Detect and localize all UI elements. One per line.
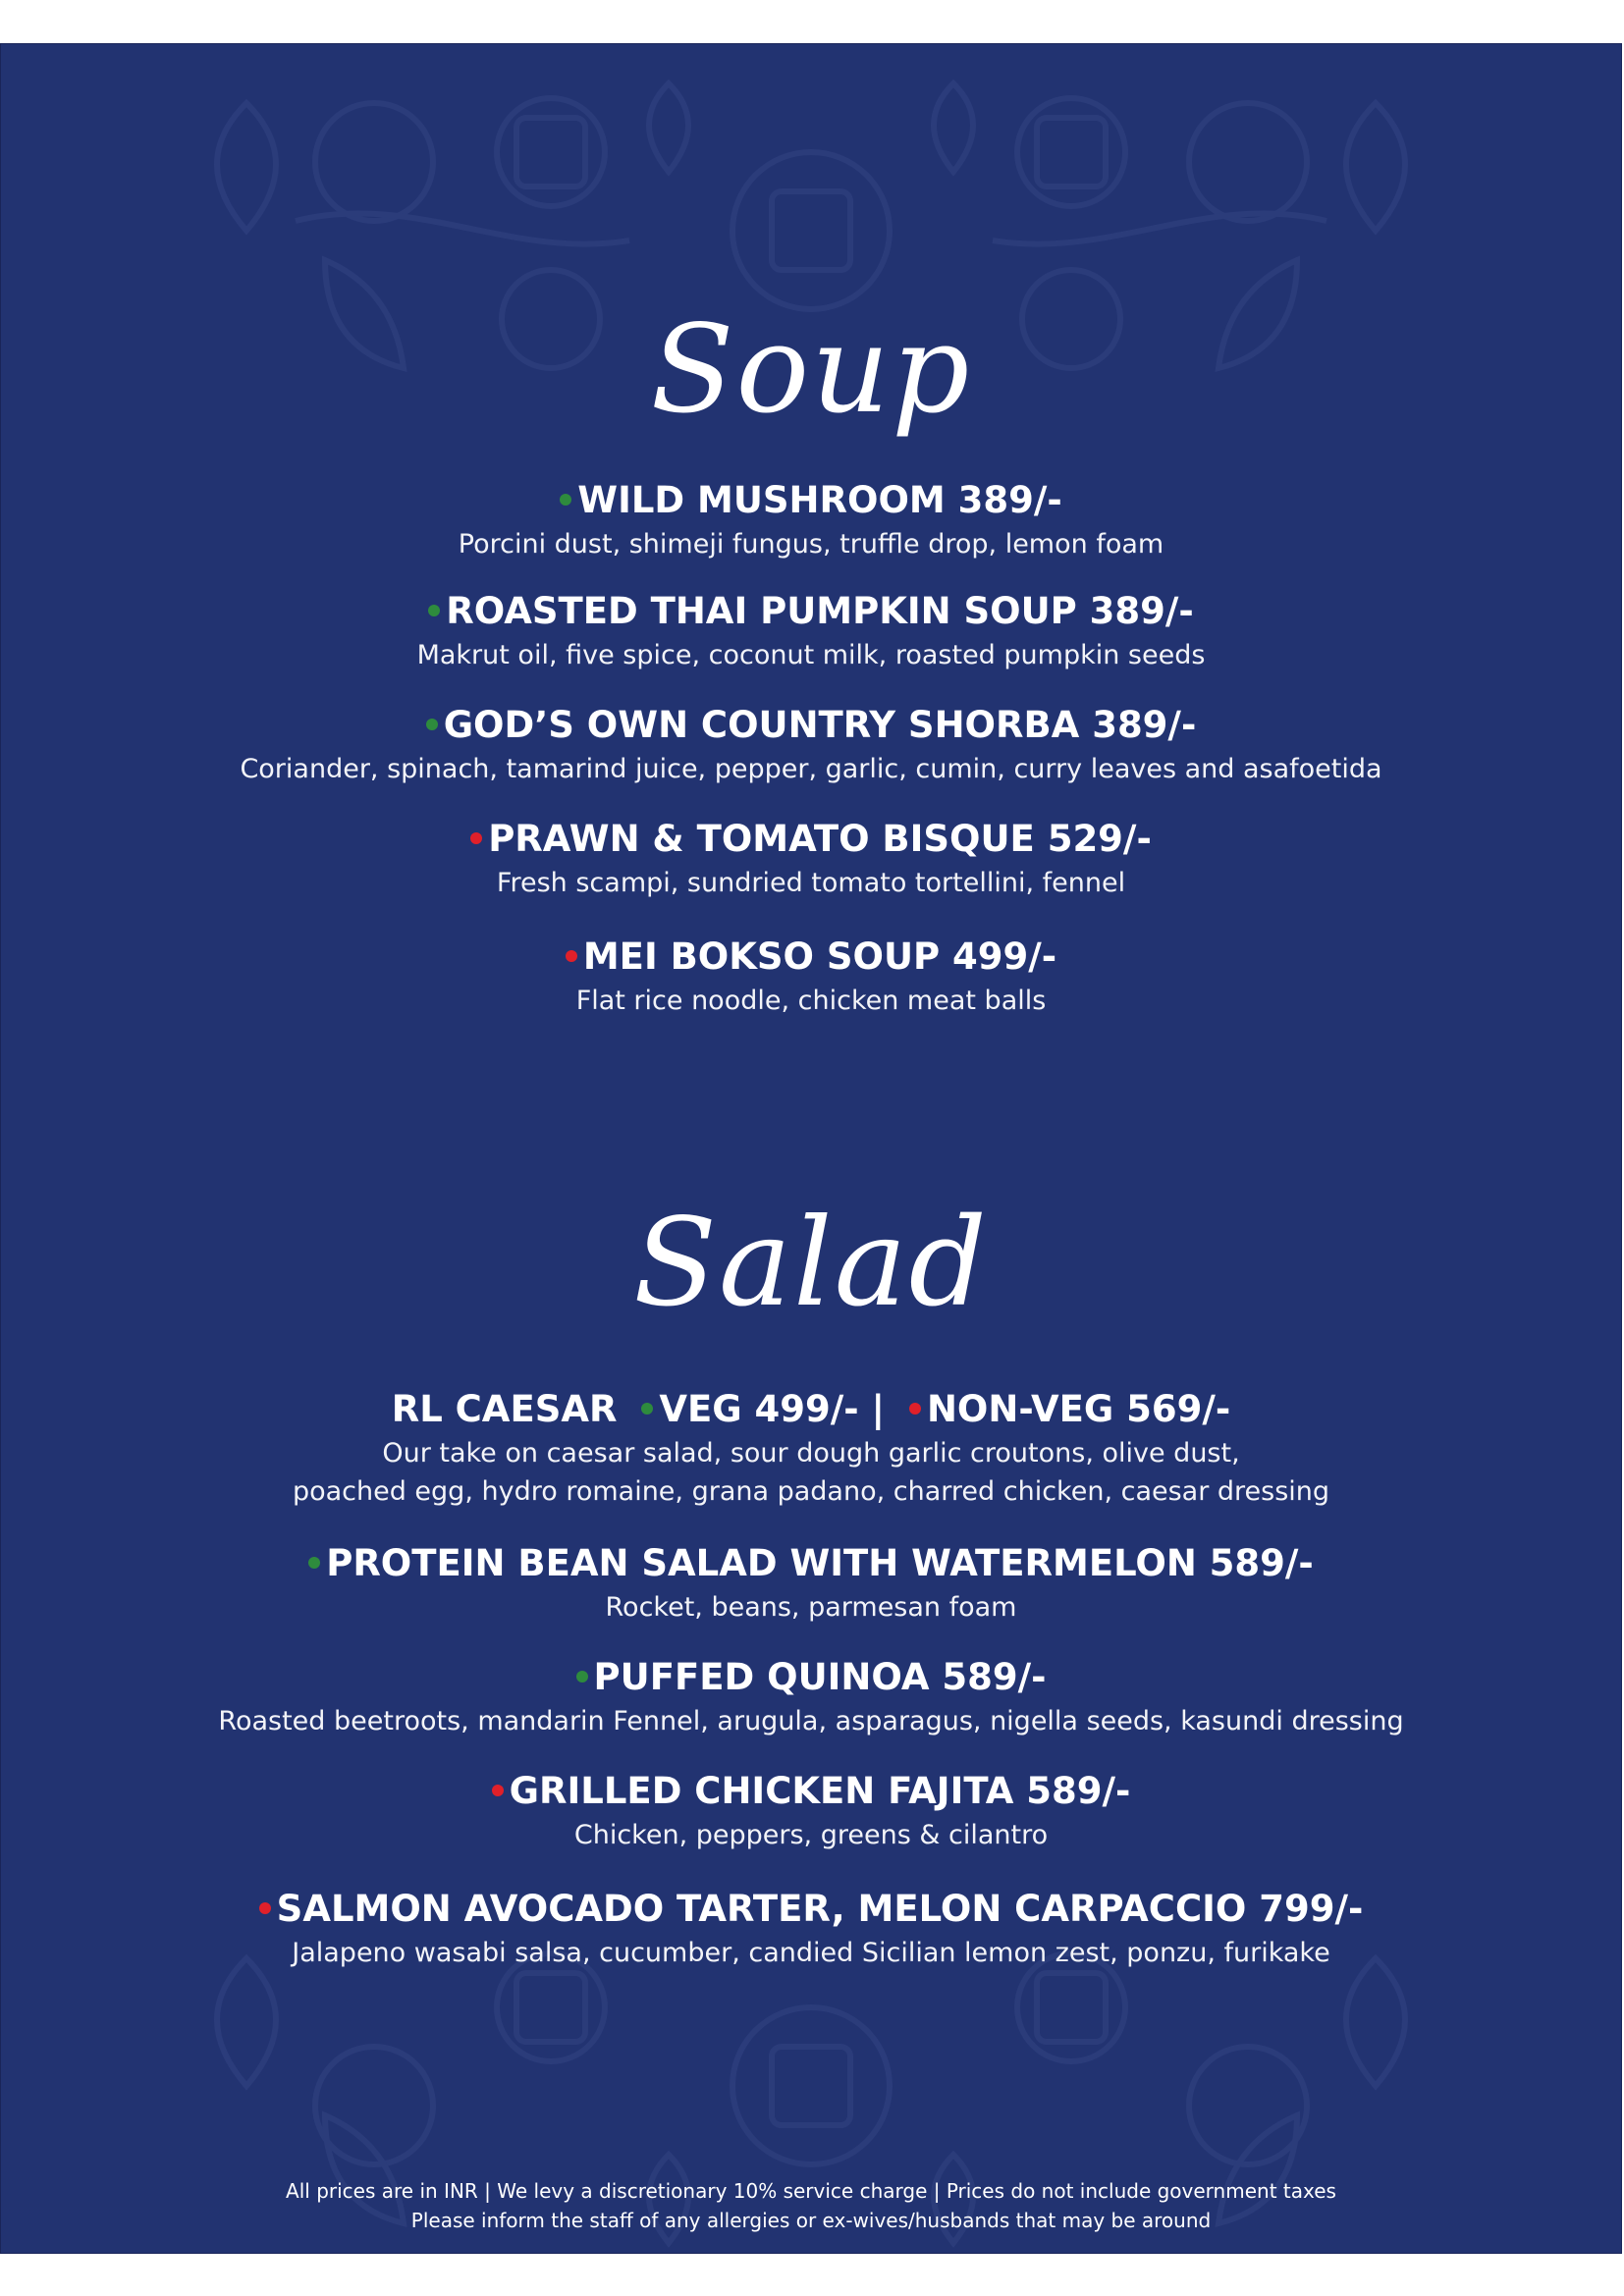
item-description: Jalapeno wasabi salsa, cucumber, candied Sicilian lemon zest, ponzu, furikake	[292, 1938, 1330, 1968]
item-name: RL CAESAR	[391, 1388, 618, 1430]
nonveg-price: NON-VEG 569/-	[926, 1388, 1231, 1430]
nonveg-marker-icon	[259, 1902, 271, 1914]
item-description: Roasted beetroots, mandarin Fennel, arugula, asparagus, nigella seeds, kasundi dressing	[218, 1706, 1404, 1736]
item-name: SALMON AVOCADO TARTER, MELON CARPACCIO 799/-	[276, 1888, 1364, 1930]
item-name: MEI BOKSO SOUP 499/-	[582, 935, 1057, 978]
item-description: Coriander, spinach, tamarind juice, pepper, garlic, cumin, curry leaves and asafoetida	[240, 754, 1382, 784]
menu-item	[1, 933, 1621, 1020]
veg-marker-icon	[426, 719, 438, 730]
veg-marker-icon	[641, 1403, 653, 1415]
item-description: Porcini dust, shimeji fungus, truffle drop, lemon foam	[458, 529, 1164, 560]
item-name-row	[1, 587, 1621, 636]
menu-item-caesar	[1, 1385, 1621, 1511]
nonveg-marker-icon	[492, 1785, 504, 1796]
footer-notice	[1, 2176, 1621, 2235]
nonveg-marker-icon	[566, 950, 577, 962]
item-name-row	[1, 815, 1621, 864]
menu-item	[1, 1539, 1621, 1627]
item-name-row	[1, 1539, 1621, 1588]
item-name: GRILLED CHICKEN FAJITA 589/-	[509, 1770, 1131, 1812]
item-name-row	[1, 1885, 1621, 1934]
item-description: Rocket, beans, parmesan foam	[605, 1592, 1017, 1623]
item-name-row	[1, 1385, 1621, 1434]
item-name-row	[1, 476, 1621, 525]
item-description: Makrut oil, five spice, coconut milk, roasted pumpkin seeds	[416, 640, 1206, 670]
item-name: PROTEIN BEAN SALAD WITH WATERMELON 589/-	[326, 1542, 1314, 1584]
item-name: PRAWN & TOMATO BISQUE 529/-	[488, 818, 1152, 860]
menu-item	[1, 587, 1621, 674]
veg-marker-icon	[576, 1671, 588, 1682]
veg-marker-icon	[560, 494, 571, 506]
item-description: poached egg, hydro romaine, grana padano, charred chicken, caesar dressing	[292, 1476, 1330, 1507]
item-name: GOD’S OWN COUNTRY SHORBA 389/-	[443, 704, 1197, 746]
nonveg-marker-icon	[470, 832, 482, 844]
item-name-row	[1, 933, 1621, 982]
menu-item	[1, 1767, 1621, 1854]
salad-section-title: Salad	[633, 1193, 989, 1334]
footer-line: All prices are in INR | We levy a discretionary 10% service charge | Prices do not include government taxes	[286, 2179, 1336, 2203]
item-name: WILD MUSHROOM 389/-	[577, 479, 1062, 521]
item-name-row	[1, 1767, 1621, 1816]
menu-item	[1, 1653, 1621, 1740]
menu-page	[0, 43, 1622, 2254]
menu-item	[1, 476, 1621, 563]
item-name: PUFFED QUINOA 589/-	[593, 1656, 1047, 1698]
veg-marker-icon	[428, 605, 440, 616]
footer-line: Please inform the staff of any allergies or ex-wives/husbands that may be around	[410, 2209, 1212, 2232]
menu-item	[1, 1885, 1621, 1972]
soup-section-title: Soup	[650, 299, 972, 441]
item-name: ROASTED THAI PUMPKIN SOUP 389/-	[446, 590, 1194, 632]
veg-marker-icon	[308, 1557, 320, 1569]
item-name-row	[1, 701, 1621, 750]
menu-item	[1, 815, 1621, 902]
veg-price: VEG 499/- |	[659, 1388, 886, 1430]
item-description: Flat rice noodle, chicken meat balls	[575, 986, 1047, 1016]
item-description: Fresh scampi, sundried tomato tortellini, fennel	[496, 868, 1126, 898]
item-description: Chicken, peppers, greens & cilantro	[573, 1820, 1049, 1850]
nonveg-marker-icon	[909, 1403, 921, 1415]
item-description: Our take on caesar salad, sour dough garlic croutons, olive dust,	[382, 1438, 1240, 1468]
menu-item	[1, 701, 1621, 788]
item-name-row	[1, 1653, 1621, 1702]
